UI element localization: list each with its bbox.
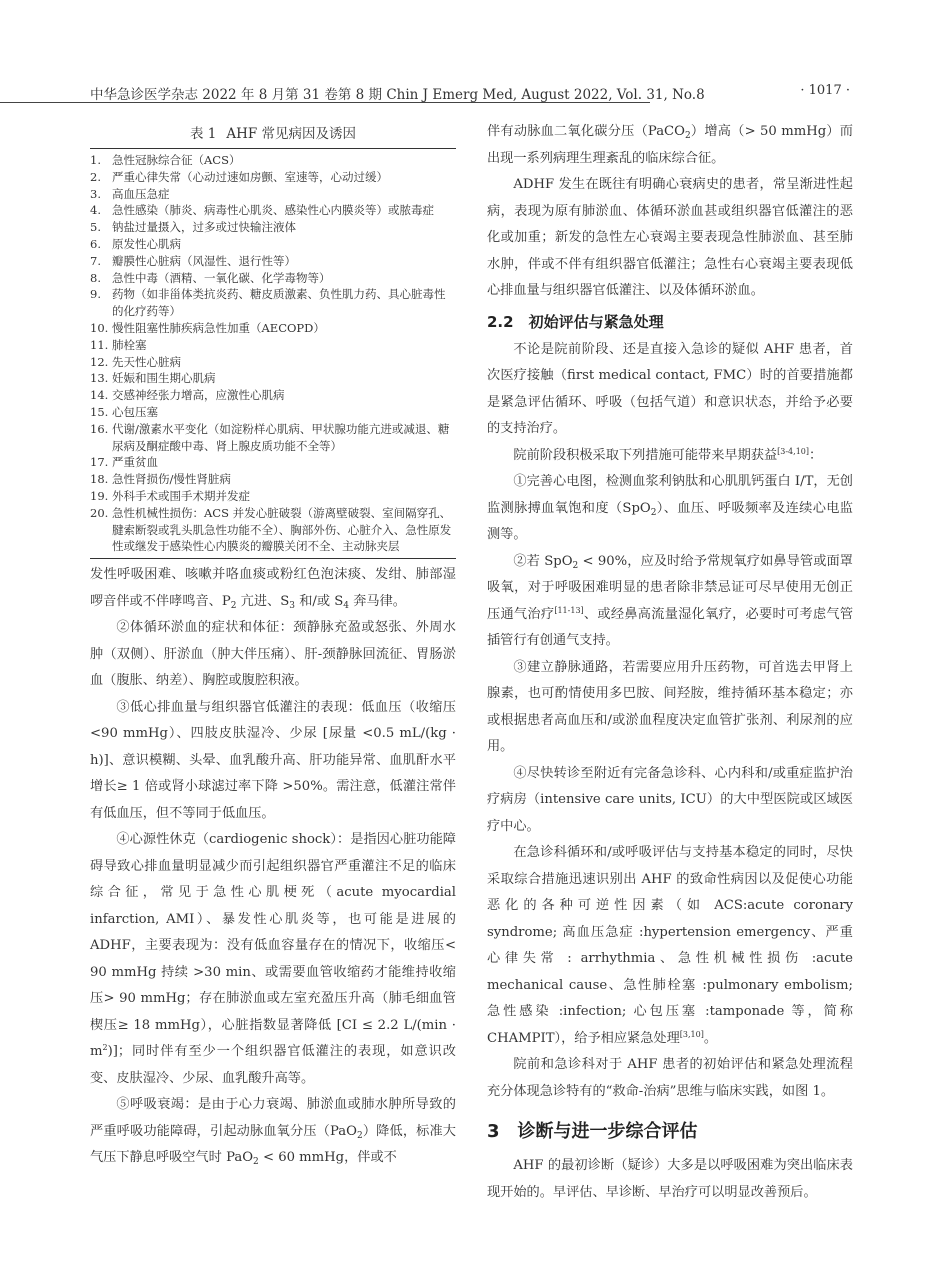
table-row: [90, 320, 456, 337]
table-row: [90, 169, 456, 186]
paragraph-respiratory-failure: ⑤呼吸衰竭：是由于心力衰竭、肺淤血或肺水肿所导致的严重呼吸功能障碍，引起动脉血氧分压（PaO$_2$）降低，标准大气压下静息呼吸空气时 PaO$_2$ < 60 mmHg，伴或不: [90, 1097, 456, 1168]
table-row: [90, 454, 456, 471]
row-text: 急性肾损伤/慢性肾脏病: [112, 472, 231, 487]
row-text: 严重心律失常（心动过速如房颤、室速等，心动过缓）: [112, 169, 388, 184]
row-text: 原发性心肌病: [112, 236, 181, 251]
paragraph-diagnosis: AHF 的最初诊断（疑诊）大多是以呼吸困难为突出临床表现开始的。早评估、早诊断、早治疗可以明显改善预后。: [487, 1158, 853, 1200]
table-label: 表 1: [189, 126, 217, 142]
table-row: [90, 337, 456, 354]
paragraph-measure-1: ①完善心电图，检测血浆利钠肽和心肌肌钙蛋白 I/T，无创监测脉搏血氧饱和度（SpO$_2$）、血压、呼吸频率及连续心电监测等。: [487, 474, 853, 542]
row-text: 钠盐过量摄入，过多或过快输注液体: [112, 220, 296, 235]
table-row: [90, 152, 456, 169]
row-text: 急性中毒（酒精、一氧化碳、化学毒物等）: [112, 270, 331, 285]
paragraph-prehospital: 院前阶段积极采取下列措施可能带来早期获益[3-4,10]：: [513, 446, 823, 463]
table-row: [90, 505, 456, 555]
header-rule: [0, 102, 650, 103]
row-number: 20.: [90, 505, 109, 520]
left-column: [90, 122, 456, 1172]
table-row: [90, 253, 456, 270]
table-row: [90, 270, 456, 287]
row-number: 12.: [90, 354, 109, 369]
right-column: [487, 122, 853, 1206]
table-row: [90, 354, 456, 371]
row-number: 15.: [90, 404, 109, 419]
row-number: 16.: [90, 421, 109, 436]
paragraph-measure-2: ②若 SpO$_2$ < 90%，应及时给予常规氧疗如鼻导管或面罩吸氧，对于呼吸困难明显的患者除非禁忌证可尽早使用无创正压通气治疗[11-13]、或经鼻高流量湿化氧疗，必要时可考虑气管插管行有创通气支持。: [487, 553, 854, 648]
table-row: [90, 404, 456, 421]
row-number: 14.: [90, 388, 109, 403]
row-number: 13.: [90, 371, 109, 386]
row-number: 6.: [90, 236, 101, 251]
table-row: [90, 202, 456, 219]
row-number: 8.: [90, 270, 101, 285]
row-text: 急性冠脉综合征（ACS）: [112, 153, 241, 167]
row-number: 1.: [90, 153, 101, 167]
row-text: 药物（如非甾体类抗炎药、糖皮质激素、负性肌力药、具心脏毒性的化疗药等）: [112, 287, 446, 319]
table-row: [90, 471, 456, 488]
row-text: 妊娠和围生期心肌病: [112, 371, 216, 386]
row-number: 9.: [90, 287, 101, 302]
cause-table: [90, 148, 456, 559]
table-row: [90, 488, 456, 505]
paragraph-initial-assessment: 不论是院前阶段、还是直接入急诊的疑似 AHF 患者，首次医疗接触（first medical contact, FMC）时的首要措施都是紧急评估循环、呼吸（包括气道）和意识状态，并给予必要的支持治疗。: [487, 341, 853, 436]
row-number: 19.: [90, 488, 109, 503]
section-heading-2-2: 2.2 初始评估与紧急处理: [487, 312, 664, 331]
table-row: [90, 219, 456, 236]
paragraph-adhf: ADHF 发生在既往有明确心衰病史的患者，常呈渐进性起病，表现为原有肺淤血、体循环淤血甚或组织器官低灌注的恶化或加重；新发的急性左心衰竭主要表现急性肺淤血、甚至肺水肿，伴或不伴有组织器官低灌注；急性右心衰竭主要表现低心排血量与组织器官低灌注、以及体循环淤血。: [487, 177, 853, 298]
journal-citation: 中华急诊医学杂志 2022 年 8 月第 31 卷第 8 期 Chin J Emerg Med, August 2022, Vol. 31, No.8: [90, 87, 705, 103]
table-title: AHF 常见病因及诱因: [226, 126, 357, 142]
paragraph-champit: 在急诊科循环和/或呼吸评估与支持基本稳定的同时，尽快采取综合措施迅速识别出 AHF 的致命性病因以及促使心功能恶化的各种可逆性因素（如 ACS:acute coronary syndrome; 高血压急症 :hypertension emergency、严重心律失常 : arrhythmia、急性机械性损伤 :acute mechanical cause、急性肺栓塞 :pulmonary embolism; 急性感染 :infection; 心包压塞 :tamponade 等，简称 CHAMPIT），给予相应紧急处理[3,10]。: [487, 845, 853, 1046]
section-heading-3: 3 诊断与进一步综合评估: [487, 1121, 698, 1142]
row-number: 11.: [90, 337, 109, 352]
row-text: 交感神经张力增高，应激性心肌病: [112, 388, 285, 403]
row-number: 10.: [90, 320, 109, 335]
running-header: [90, 80, 850, 104]
citation-ref: [11-13]: [554, 605, 584, 615]
table-row: [90, 236, 456, 253]
page-number: · 1017 ·: [800, 83, 850, 98]
row-number: 17.: [90, 455, 109, 470]
row-text: 心包压塞: [112, 404, 158, 419]
table-row: [90, 421, 456, 455]
citation-ref: [3,10]: [679, 1029, 704, 1039]
row-number: 5.: [90, 220, 101, 235]
row-text: 严重贫血: [112, 455, 158, 470]
row-number: 4.: [90, 203, 101, 218]
row-number: 2.: [90, 169, 101, 184]
paragraph-pulmonary-signs: 发性呼吸困难、咳嗽并咯血痰或粉红色泡沫痰、发绀、肺部湿啰音伴或不伴哮鸣音、$P_2$ 亢进、$S_3$ 和/或 $S_4$ 奔马律。: [90, 567, 456, 611]
table-row: [90, 186, 456, 203]
row-text: 肺栓塞: [112, 337, 147, 352]
paragraph-figure-ref: 院前和急诊科对于 AHF 患者的初始评估和紧急处理流程充分体现急诊特有的“救命-治病”思维与临床实践，如图 1。: [487, 1057, 853, 1099]
row-text: 急性感染（肺炎、病毒性心肌炎、感染性心内膜炎等）或脓毒症: [112, 203, 434, 218]
paragraph-hypoperfusion: ③低心排血量与组织器官低灌注的表现：低血压（收缩压 <90 mmHg）、四肢皮肤湿冷、少尿 [尿量 <0.5 mL/(kg · h)]、意识模糊、头晕、血乳酸升高、肝功能异常、血肌酐水平增长≥ 1 倍或肾小球滤过率下降 >50%。需注意，低灌注常伴有低血压，但不等同于低血压。: [90, 699, 456, 821]
row-text: 高血压急症: [112, 186, 170, 201]
row-text: 代谢/激素水平变化（如淀粉样心肌病、甲状腺功能亢进或减退、糖尿病及酮症酸中毒、肾上腺皮质功能不全等）: [112, 421, 450, 453]
row-number: 7.: [90, 253, 101, 268]
paragraph-measure-4: ④尽快转诊至附近有完备急诊科、心内科和/或重症监护治疗病房（intensive care units, ICU）的大中型医院或区域医疗中心。: [487, 765, 853, 834]
row-text: 急性机械性损伤：ACS 并发心脏破裂（游离壁破裂、室间隔穿孔、腱索断裂或乳头肌急性功能不全）、胸部外伤、心脏介入、急性原发性或继发于感染性心内膜炎的瓣膜关闭不全、主动脉夹层: [112, 505, 452, 554]
paragraph-paco2: 伴有动脉血二氧化碳分压（PaCO$_2$）增高（> 50 mmHg）而出现一系列病理生理紊乱的临床综合征。: [487, 124, 853, 166]
table-row: [90, 387, 456, 404]
row-text: 先天性心脏病: [112, 354, 181, 369]
paragraph-cardiogenic-shock: ④心源性休克（cardiogenic shock）：是指因心脏功能障碍导致心排血量明显减少而引起组织器官严重灌注不足的临床综合征，常见于急性心肌梗死（acute myocardial infarction, AMI）、暴发性心肌炎等，也可能是进展的 ADHF，主要表现为：没有低血容量存在的情况下，收缩压< 90 mmHg 持续 >30 min、或需要血管收缩药才能维持收缩压> 90 mmHg；存在肺淤血或左室充盈压升高（肺毛细血管楔压≥ 18 mmHg），心脏指数显著降低 [CI ≤ 2.2 $L/(\min \cdot m^2)$]；同时伴有至少一个组织器官低灌注的表现，如意识改变、皮肤湿冷、少尿、血乳酸升高等。: [90, 832, 456, 1086]
row-text: 慢性阻塞性肺疾病急性加重（AECOPD）: [112, 320, 325, 335]
citation-ref: [3-4,10]: [777, 446, 809, 456]
row-text: 外科手术或围手术期并发症: [112, 488, 250, 503]
row-number: 3.: [90, 186, 101, 201]
row-text: 瓣膜性心脏病（风湿性、退行性等）: [112, 253, 296, 268]
paragraph-measure-3: ③建立静脉通路，若需要应用升压药物，可首选去甲肾上腺素，也可酌情使用多巴胺、间羟胺，维持循环基本稳定；亦或根据患者高血压和/或淤血程度决定血管扩张剂、利尿剂的应用。: [487, 659, 853, 754]
table-row: [90, 286, 456, 320]
table-caption: [90, 122, 456, 142]
paragraph-systemic-congestion: ②体循环淤血的症状和体征：颈静脉充盈或怒张、外周水肿（双侧）、肝淤血（肿大伴压痛）、肝-颈静脉回流征、胃肠淤血（腹胀、纳差）、胸腔或腹腔积液。: [90, 620, 456, 689]
row-number: 18.: [90, 472, 109, 487]
table-row: [90, 370, 456, 387]
